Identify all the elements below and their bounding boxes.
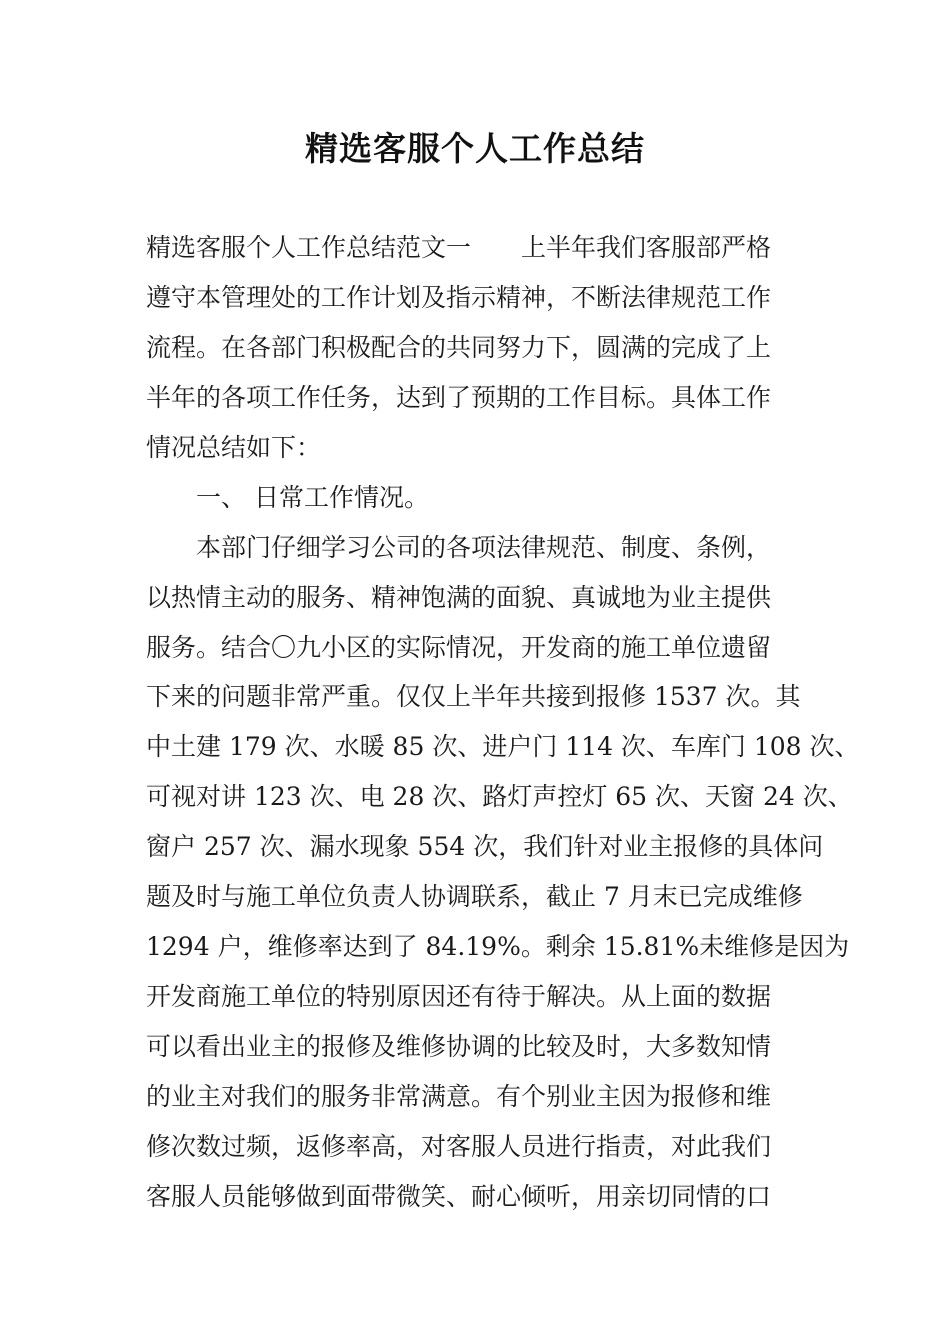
body-line: 下来的问题非常严重。仅仅上半年共接到报修 1537 次。其 [146,682,801,711]
body-line: 可视对讲 123 次、电 28 次、路灯声控灯 65 次、天窗 24 次、 [146,782,853,811]
body-line: 1294 户，维修率达到了 84.19%。剩余 15.81%未维修是因为 [146,932,850,961]
body-line: 的业主对我们的服务非常满意。有个别业主因为报修和维 [146,1082,772,1111]
body-line: 半年的各项工作任务，达到了预期的工作目标。具体工作 [146,383,772,412]
section-heading: 一、 日常工作情况。 [196,483,429,512]
body-line: 开发商施工单位的特别原因还有待于解决。从上面的数据 [146,982,772,1011]
body-line: 流程。在各部门积极配合的共同努力下，圆满的完成了上 [146,333,772,362]
body-line: 服务。结合〇九小区的实际情况，开发商的施工单位遗留 [146,633,772,662]
body-line: 窗户 257 次、漏水现象 554 次，我们针对业主报修的具体问 [146,832,824,861]
body-line: 精选客服个人工作总结范文一 上半年我们客服部严格 [146,233,772,262]
body-line: 遵守本管理处的工作计划及指示精神，不断法律规范工作 [146,283,772,312]
body-line: 情况总结如下： [146,433,322,462]
document-title: 精选客服个人工作总结 [305,129,645,168]
body-line: 客服人员能够做到面带微笑、耐心倾听，用亲切同情的口 [146,1182,772,1211]
body-line: 修次数过频，返修率高，对客服人员进行指责，对此我们 [146,1132,772,1161]
body-line: 中土建 179 次、水暖 85 次、进户门 114 次、车库门 108 次、 [146,732,860,761]
body-line: 题及时与施工单位负责人协调联系，截止 7 月末已完成维修 [146,882,803,911]
body-line: 可以看出业主的报修及维修协调的比较及时，大多数知情 [146,1032,772,1061]
body-line: 以热情主动的服务、精神饱满的面貌、真诚地为业主提供 [146,583,772,612]
body-line: 本部门仔细学习公司的各项法律规范、制度、条例， [196,533,772,562]
